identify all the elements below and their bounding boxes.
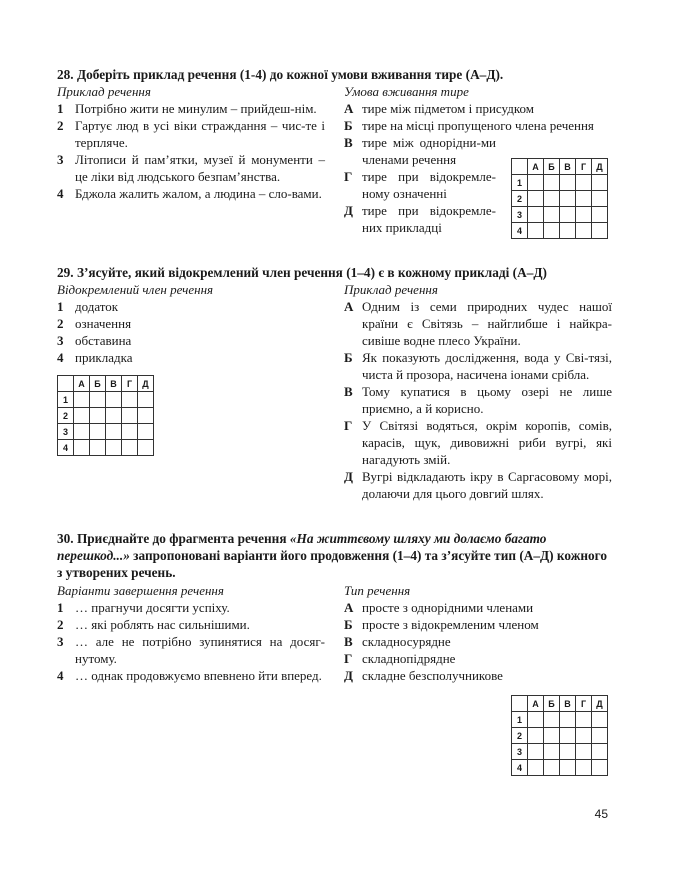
grid-answer-cell[interactable] bbox=[106, 424, 122, 440]
grid-column-label: А bbox=[528, 159, 544, 175]
lettered-item bbox=[344, 168, 496, 202]
item-text: просте з відокремленим членом bbox=[362, 617, 539, 632]
lettered-item bbox=[344, 349, 612, 383]
grid-answer-cell[interactable] bbox=[528, 712, 544, 728]
task-30-title-part-a: 30. Приєднайте до фрагмента речення bbox=[57, 531, 290, 546]
grid-row-label: 3 bbox=[58, 424, 74, 440]
item-letter: А bbox=[344, 101, 354, 116]
task-28 bbox=[57, 66, 613, 83]
grid-answer-cell[interactable] bbox=[592, 223, 608, 239]
grid-row-label: 4 bbox=[512, 760, 528, 776]
item-text: тире між однорідни-ми членами речення bbox=[362, 135, 496, 167]
grid-answer-cell[interactable] bbox=[576, 191, 592, 207]
task-29 bbox=[57, 264, 613, 281]
item-text: Потрібно жити не минулим – прийдеш-нім. bbox=[75, 101, 317, 116]
grid-answer-cell[interactable] bbox=[560, 760, 576, 776]
grid-answer-cell[interactable] bbox=[138, 408, 154, 424]
grid-column-label: Г bbox=[122, 376, 138, 392]
task-29-right-head: Приклад речення bbox=[344, 282, 438, 297]
grid-answer-cell[interactable] bbox=[122, 440, 138, 456]
grid-column-label: Г bbox=[576, 159, 592, 175]
lettered-item bbox=[344, 616, 612, 633]
grid-answer-cell[interactable] bbox=[592, 207, 608, 223]
grid-row-label: 1 bbox=[512, 712, 528, 728]
item-letter: Д bbox=[344, 469, 353, 484]
item-letter: А bbox=[344, 299, 354, 314]
answer-grid-28[interactable] bbox=[511, 158, 608, 239]
grid-answer-cell[interactable] bbox=[560, 207, 576, 223]
item-number: 2 bbox=[57, 316, 64, 331]
item-text: прикладка bbox=[75, 350, 133, 365]
item-text: Як показують дослідження, вода у Сві-тязі, чиста й прозора, насичена іонами срібла. bbox=[362, 350, 612, 382]
item-letter: Б bbox=[344, 118, 353, 133]
numbered-item bbox=[57, 616, 325, 633]
grid-column-label: Д bbox=[592, 696, 608, 712]
grid-column-label: Б bbox=[90, 376, 106, 392]
grid-row-label: 3 bbox=[512, 744, 528, 760]
grid-answer-cell[interactable] bbox=[544, 712, 560, 728]
grid-answer-cell[interactable] bbox=[560, 744, 576, 760]
task-30-left-column bbox=[57, 582, 325, 684]
item-text: Літописи й пам’ятки, музеї й монументи – це ліки від людського безпам’янства. bbox=[75, 152, 325, 184]
grid-corner-cell bbox=[512, 159, 528, 175]
lettered-item bbox=[344, 298, 612, 349]
item-text: У Світязі водяться, окрім коропів, сомів, карасів, щук, дивовижні риби вугрі, які нагадують змій. bbox=[362, 418, 612, 467]
numbered-item bbox=[57, 117, 325, 151]
grid-answer-cell[interactable] bbox=[576, 223, 592, 239]
grid-answer-cell[interactable] bbox=[528, 760, 544, 776]
task-28-left-list bbox=[57, 100, 325, 202]
item-text: Тому купатися в цьому озері не лише приємно, а й корисно. bbox=[362, 384, 612, 416]
grid-answer-cell[interactable] bbox=[122, 392, 138, 408]
task-30-right-column bbox=[344, 582, 612, 684]
grid-answer-cell[interactable] bbox=[528, 191, 544, 207]
lettered-item bbox=[344, 383, 612, 417]
grid-corner-cell bbox=[58, 376, 74, 392]
item-number: 3 bbox=[57, 152, 64, 167]
grid-answer-cell[interactable] bbox=[560, 728, 576, 744]
numbered-item bbox=[57, 298, 325, 315]
numbered-item bbox=[57, 667, 325, 684]
lettered-item bbox=[344, 117, 612, 134]
task-30-left-head: Варіанти завершення речення bbox=[57, 583, 224, 598]
lettered-item bbox=[344, 202, 496, 236]
grid-answer-cell[interactable] bbox=[74, 440, 90, 456]
item-number: 3 bbox=[57, 333, 64, 348]
item-text: додаток bbox=[75, 299, 119, 314]
item-number: 3 bbox=[57, 634, 64, 649]
grid-answer-cell[interactable] bbox=[576, 744, 592, 760]
grid-column-label: В bbox=[560, 696, 576, 712]
item-letter: Г bbox=[344, 169, 353, 184]
grid-answer-cell[interactable] bbox=[576, 175, 592, 191]
page-number: 45 bbox=[594, 807, 608, 821]
grid-answer-cell[interactable] bbox=[576, 712, 592, 728]
item-text: обставина bbox=[75, 333, 132, 348]
numbered-item bbox=[57, 185, 325, 202]
answer-grid-29[interactable] bbox=[57, 375, 154, 456]
numbered-item bbox=[57, 100, 325, 117]
item-number: 4 bbox=[57, 350, 64, 365]
grid-answer-cell[interactable] bbox=[544, 207, 560, 223]
grid-answer-cell[interactable] bbox=[528, 728, 544, 744]
grid-answer-cell[interactable] bbox=[592, 728, 608, 744]
grid-answer-cell[interactable] bbox=[544, 223, 560, 239]
item-text: складнопідрядне bbox=[362, 651, 456, 666]
task-30-right-head: Тип речення bbox=[344, 583, 411, 598]
grid-answer-cell[interactable] bbox=[90, 440, 106, 456]
item-letter: В bbox=[344, 634, 353, 649]
item-text: … які роблять нас сильнішими. bbox=[75, 617, 250, 632]
item-letter: Д bbox=[344, 668, 353, 683]
grid-answer-cell[interactable] bbox=[544, 191, 560, 207]
grid-column-label: В bbox=[560, 159, 576, 175]
grid-answer-cell[interactable] bbox=[560, 223, 576, 239]
task-29-left-head: Відокремлений член речення bbox=[57, 282, 214, 297]
item-number: 1 bbox=[57, 101, 64, 116]
grid-answer-cell[interactable] bbox=[544, 175, 560, 191]
item-number: 4 bbox=[57, 668, 64, 683]
grid-answer-cell[interactable] bbox=[592, 191, 608, 207]
lettered-item bbox=[344, 667, 612, 684]
grid-answer-cell[interactable] bbox=[544, 744, 560, 760]
item-letter: В bbox=[344, 135, 353, 150]
lettered-item bbox=[344, 134, 496, 168]
task-29-left-column bbox=[57, 281, 325, 366]
task-30-title-part-b: запропоновані варіанти його продовження (1–4) та з’ясуйте тип (А–Д) кожного з утворених речень. bbox=[57, 548, 608, 580]
numbered-item bbox=[57, 633, 325, 667]
lettered-item bbox=[344, 417, 612, 468]
item-text: … прагнучи досягти успіху. bbox=[75, 600, 230, 615]
item-number: 2 bbox=[57, 617, 64, 632]
grid-answer-cell[interactable] bbox=[122, 408, 138, 424]
grid-answer-cell[interactable] bbox=[138, 392, 154, 408]
task-30-title-quote: «На життєвому шляху ми долаємо багато перешкод...» bbox=[57, 531, 547, 563]
grid-column-label: Д bbox=[138, 376, 154, 392]
grid-answer-cell[interactable] bbox=[528, 744, 544, 760]
grid-row-label: 2 bbox=[512, 728, 528, 744]
grid-answer-cell[interactable] bbox=[560, 712, 576, 728]
item-letter: Б bbox=[344, 617, 353, 632]
task-30-title bbox=[57, 530, 613, 581]
lettered-item bbox=[344, 100, 612, 117]
grid-corner-cell bbox=[512, 696, 528, 712]
item-letter: А bbox=[344, 600, 354, 615]
task-28-left-head: Приклад речення bbox=[57, 84, 151, 99]
grid-answer-cell[interactable] bbox=[90, 392, 106, 408]
numbered-item bbox=[57, 151, 325, 185]
grid-column-label: Б bbox=[544, 159, 560, 175]
lettered-item bbox=[344, 468, 612, 502]
grid-column-label: Г bbox=[576, 696, 592, 712]
grid-row-label: 2 bbox=[512, 191, 528, 207]
task-28-left-column bbox=[57, 83, 325, 202]
grid-answer-cell[interactable] bbox=[74, 424, 90, 440]
item-text: Вугрі відкладають ікру в Саргасовому морі, долаючи для цього довгий шлях. bbox=[362, 469, 612, 501]
grid-answer-cell[interactable] bbox=[560, 191, 576, 207]
grid-answer-cell[interactable] bbox=[106, 392, 122, 408]
grid-answer-cell[interactable] bbox=[544, 728, 560, 744]
grid-answer-cell[interactable] bbox=[576, 760, 592, 776]
grid-answer-cell[interactable] bbox=[90, 408, 106, 424]
item-text: Одним із семи природних чудес нашої країни є Світязь – найглибше і найкра-сивіше водне плесо України. bbox=[362, 299, 612, 348]
item-text: Бджола жалить жалом, а людина – сло-вами. bbox=[75, 186, 322, 201]
item-text: тире між підметом і присудком bbox=[362, 101, 534, 116]
grid-answer-cell[interactable] bbox=[90, 424, 106, 440]
item-number: 4 bbox=[57, 186, 64, 201]
grid-answer-cell[interactable] bbox=[592, 175, 608, 191]
item-text: складне безсполучникове bbox=[362, 668, 503, 683]
task-29-right-list bbox=[344, 298, 612, 502]
grid-column-label: Д bbox=[592, 159, 608, 175]
task-30 bbox=[57, 530, 613, 581]
grid-column-label: А bbox=[528, 696, 544, 712]
item-text: тире на місці пропущеного члена речення bbox=[362, 118, 594, 133]
item-text: тире при відокремле-ному означенні bbox=[362, 169, 496, 201]
grid-column-label: А bbox=[74, 376, 90, 392]
item-text: тире при відокремле-них прикладці bbox=[362, 203, 496, 235]
grid-answer-cell[interactable] bbox=[74, 408, 90, 424]
grid-column-label: Б bbox=[544, 696, 560, 712]
grid-answer-cell[interactable] bbox=[122, 424, 138, 440]
item-number: 1 bbox=[57, 600, 64, 615]
grid-column-label: В bbox=[106, 376, 122, 392]
lettered-item bbox=[344, 599, 612, 616]
grid-answer-cell[interactable] bbox=[528, 207, 544, 223]
grid-answer-cell[interactable] bbox=[138, 424, 154, 440]
grid-answer-cell[interactable] bbox=[74, 392, 90, 408]
grid-answer-cell[interactable] bbox=[592, 712, 608, 728]
grid-row-label: 3 bbox=[512, 207, 528, 223]
item-text: просте з однорідними членами bbox=[362, 600, 534, 615]
grid-row-label: 4 bbox=[512, 223, 528, 239]
item-text: складносурядне bbox=[362, 634, 451, 649]
numbered-item bbox=[57, 315, 325, 332]
numbered-item bbox=[57, 349, 325, 366]
item-letter: Д bbox=[344, 203, 353, 218]
task-29-left-list bbox=[57, 298, 325, 366]
grid-answer-cell[interactable] bbox=[544, 760, 560, 776]
grid-answer-cell[interactable] bbox=[576, 207, 592, 223]
numbered-item bbox=[57, 332, 325, 349]
task-30-left-list bbox=[57, 599, 325, 684]
task-29-title: 29. З’ясуйте, який відокремлений член речення (1–4) є в кожному прикладі (А–Д) bbox=[57, 265, 547, 280]
item-letter: Г bbox=[344, 418, 353, 433]
task-29-right-column bbox=[344, 281, 612, 502]
grid-answer-cell[interactable] bbox=[106, 408, 122, 424]
grid-row-label: 4 bbox=[58, 440, 74, 456]
grid-row-label: 1 bbox=[58, 392, 74, 408]
grid-answer-cell[interactable] bbox=[528, 223, 544, 239]
grid-answer-cell[interactable] bbox=[592, 744, 608, 760]
grid-row-label: 1 bbox=[512, 175, 528, 191]
lettered-item bbox=[344, 633, 612, 650]
item-text: … але не потрібно зупинятися на досяг-нутому. bbox=[75, 634, 325, 666]
item-text: Гартує люд в усі віки страждання – чис-те і терпляче. bbox=[75, 118, 325, 150]
numbered-item bbox=[57, 599, 325, 616]
answer-grid-30[interactable] bbox=[511, 695, 608, 776]
task-28-right-head: Умова вживання тире bbox=[344, 84, 469, 99]
task-28-title: 28. Доберіть приклад речення (1-4) до кожної умови вживання тире (А–Д). bbox=[57, 67, 504, 82]
grid-answer-cell[interactable] bbox=[592, 760, 608, 776]
item-number: 1 bbox=[57, 299, 64, 314]
grid-answer-cell[interactable] bbox=[560, 175, 576, 191]
grid-answer-cell[interactable] bbox=[528, 175, 544, 191]
item-letter: Г bbox=[344, 651, 353, 666]
grid-answer-cell[interactable] bbox=[576, 728, 592, 744]
item-letter: Б bbox=[344, 350, 353, 365]
grid-row-label: 2 bbox=[58, 408, 74, 424]
lettered-item bbox=[344, 650, 612, 667]
item-text: … однак продовжуємо впевнено йти вперед. bbox=[75, 668, 322, 683]
grid-answer-cell[interactable] bbox=[106, 440, 122, 456]
task-30-right-list bbox=[344, 599, 612, 684]
item-text: означення bbox=[75, 316, 132, 331]
grid-answer-cell[interactable] bbox=[138, 440, 154, 456]
item-number: 2 bbox=[57, 118, 64, 133]
item-letter: В bbox=[344, 384, 353, 399]
